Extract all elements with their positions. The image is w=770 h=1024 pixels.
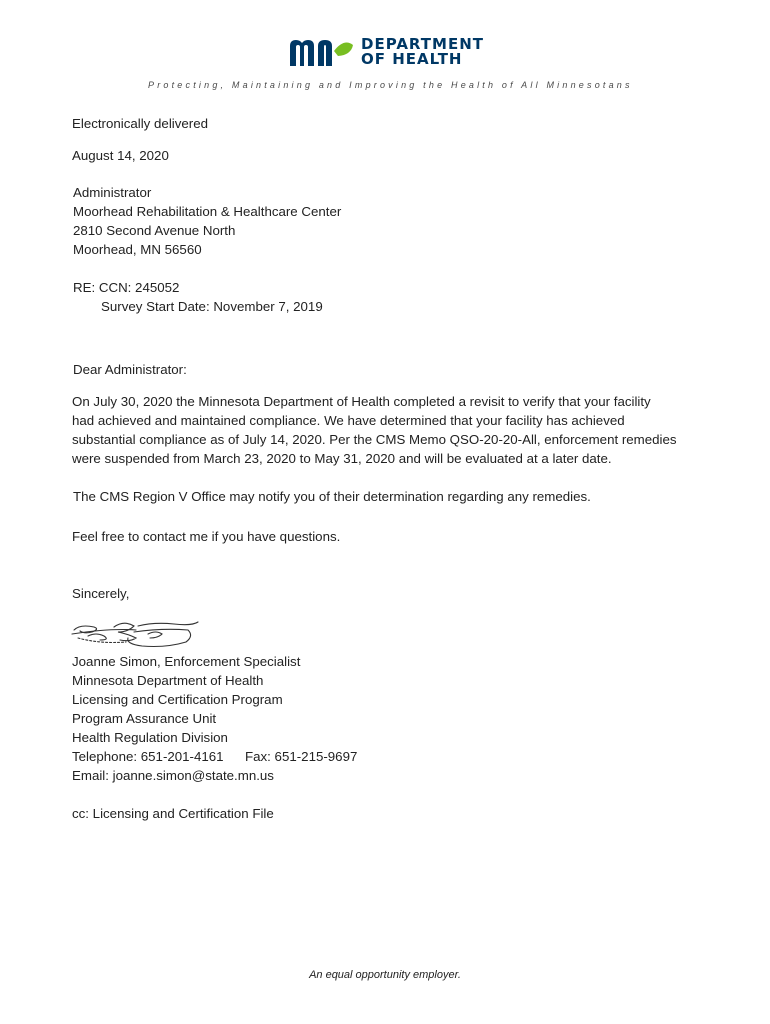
recipient-address-2: Moorhead, MN 56560	[73, 242, 202, 257]
footer-note: An equal opportunity employer.	[309, 969, 461, 981]
recipient-facility: Moorhead Rehabilitation & Healthcare Center	[73, 204, 342, 219]
sender-telephone: Telephone: 651-201-4161	[72, 749, 224, 764]
handwritten-signature	[70, 618, 202, 648]
sender-program: Licensing and Certification Program	[72, 692, 283, 707]
re-ccn: RE: CCN: 245052	[73, 280, 180, 295]
sender-organization: Minnesota Department of Health	[72, 673, 264, 688]
body-p1-line-3: substantial compliance as of July 14, 2020. Per the CMS Memo QSO-20-20-All, enforcement remedies	[72, 432, 677, 447]
recipient-title: Administrator	[73, 185, 152, 200]
re-survey-date: Survey Start Date: November 7, 2019	[101, 299, 323, 314]
logo-wordmark	[361, 37, 484, 67]
minnesota-logo-icon	[289, 37, 355, 67]
cc-line: cc: Licensing and Certification File	[72, 806, 274, 821]
sender-email: Email: joanne.simon@state.mn.us	[72, 768, 274, 783]
logo-line-1: DEPARTMENT	[361, 35, 484, 53]
letterhead-tagline: Protecting, Maintaining and Improving the Health of All Minnesotans	[148, 80, 633, 90]
letter-date: August 14, 2020	[72, 148, 169, 163]
body-paragraph-3: Feel free to contact me if you have questions.	[72, 529, 341, 544]
body-paragraph-2: The CMS Region V Office may notify you of their determination regarding any remedies.	[73, 489, 591, 504]
salutation: Dear Administrator:	[73, 362, 187, 377]
body-p1-line-4: were suspended from March 23, 2020 to May 31, 2020 and will be evaluated at a later date.	[72, 451, 612, 466]
sender-division: Health Regulation Division	[72, 730, 228, 745]
closing: Sincerely,	[72, 586, 130, 601]
sender-unit: Program Assurance Unit	[72, 711, 217, 726]
mdh-logo	[289, 36, 484, 68]
body-p1-line-1: On July 30, 2020 the Minnesota Department of Health completed a revisit to verify that your facility	[72, 394, 651, 409]
recipient-address-1: 2810 Second Avenue North	[73, 223, 236, 238]
delivery-note: Electronically delivered	[72, 116, 208, 131]
sender-name-title: Joanne Simon, Enforcement Specialist	[72, 654, 301, 669]
logo-line-2: OF HEALTH	[361, 50, 463, 68]
body-p1-line-2: had achieved and maintained compliance. We have determined that your facility has achieved	[72, 413, 625, 428]
sender-fax: Fax: 651-215-9697	[245, 749, 358, 764]
